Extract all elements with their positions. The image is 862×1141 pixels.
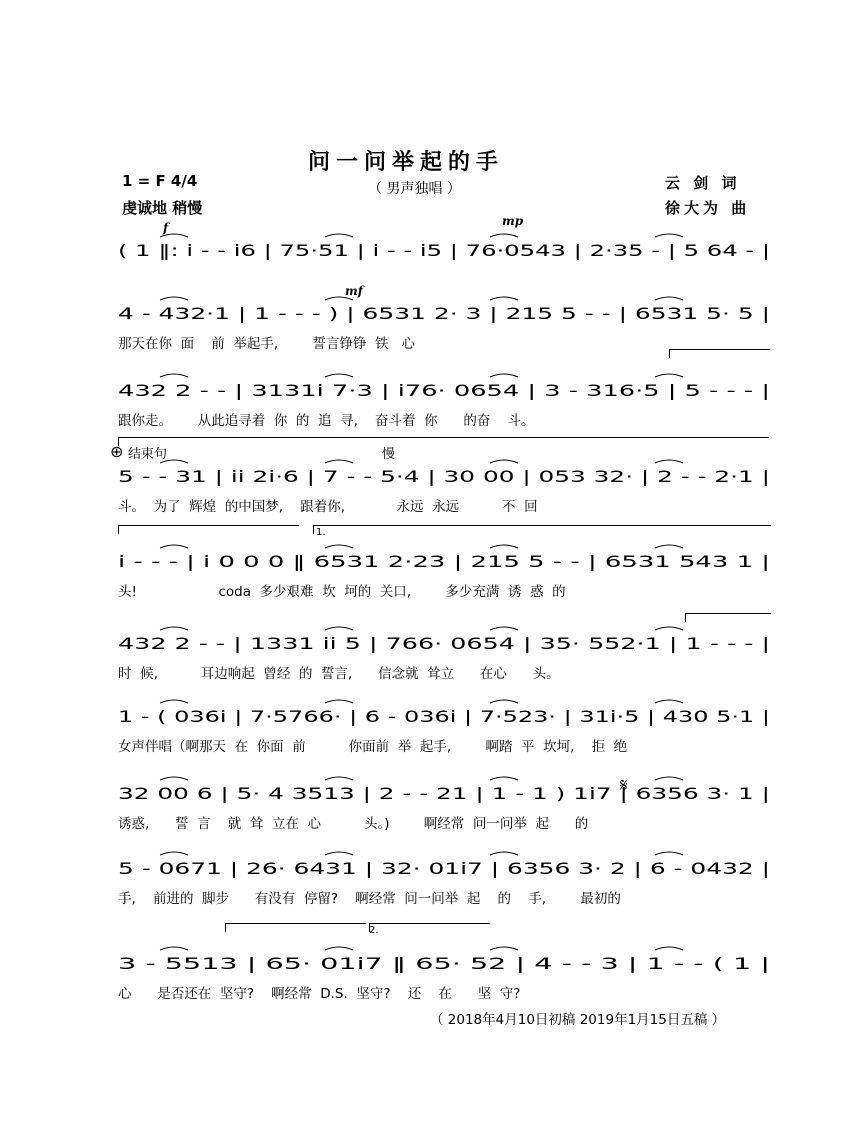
slur-mark [160,700,188,703]
coda-sign-icon: ⊕ [110,442,124,461]
jianpu-notes: 5 - - 31 | ii 2i·6 | 7 - - 5·4 | 30 00 | 053 32· | 2 - - 2·1 | [118,467,770,486]
slur-mark [490,374,518,377]
score-line [0,775,862,855]
slur-mark [160,777,188,780]
revision-dates: （ 2018年4月10日初稿 2019年1月15日五稿 ） [430,1012,726,1028]
slur-mark [325,627,353,630]
volta-bracket [313,525,771,534]
score-line [0,625,862,705]
song-title: 问一问举起的手 [308,149,505,175]
mezzo-forte-mark: mf [345,284,363,298]
notation-row [0,543,862,577]
slur-mark [655,777,683,780]
notation-row [0,458,862,492]
slur-mark [655,947,683,950]
jianpu-notes: i - - - | i 0 0 0 ‖ 6531 2·23 | 215 5 - - | 6531 543 1 | [118,552,770,571]
slur-mark [325,234,353,237]
jianpu-notes: 32 00 6 | 5· 4 3513 | 2 - - 21 | 1 - 1 ) 1i7 | 6356 3· 1 | [118,784,770,803]
slur-mark [325,545,353,548]
lyrics-row: 心 是否还在 坚守? 啊经常 D.S. 坚守? 还 在 坚 守? [118,986,521,1002]
slur-mark [490,777,518,780]
score-line [0,850,862,930]
slur-mark [655,700,683,703]
jianpu-notes: 3 - 5513 | 65· 01i7 ‖ 65· 52 | 4 - - 3 | 1 - - ( 1 | [118,954,770,973]
slur-mark [325,947,353,950]
tempo-expression: 虔诚地 稍慢 [122,199,203,217]
slur-mark [490,460,518,463]
slur-mark [655,627,683,630]
mezzo-piano-mark: mp [502,214,524,228]
notation-row [0,625,862,659]
volta-bracket [369,923,490,932]
slur-mark [325,460,353,463]
volta-bracket [118,437,769,446]
slur-mark [490,947,518,950]
composer-credit: 徐大为 曲 [665,199,751,217]
lyrics-row: 诱惑, 誓 言 就 耸 立在 心 头。) 啊经常 问一问举 起 的 [118,816,589,832]
notation-row [0,372,862,406]
slur-mark [490,852,518,855]
notation-row [0,295,862,329]
slur-mark [490,297,518,300]
slur-mark [160,947,188,950]
slur-mark [655,460,683,463]
jianpu-notes: 5 - 0671 | 26· 6431 | 32· 01i7 | 6356 3· 2 | 6 - 0432 | [118,859,770,878]
slur-mark [325,777,353,780]
slur-mark [655,234,683,237]
score-line [0,698,862,778]
second-ending-label: 2. [369,925,379,936]
lyrics-row: 时 候, 耳边响起 曾经 的 誓言, 信念就 耸立 在心 头。 [118,666,560,682]
volta-bracket [225,923,366,932]
slur-mark [325,374,353,377]
volta-bracket [118,525,299,534]
notation-row [0,775,862,809]
lyrics-row: 跟你走。 从此追寻着 你 的 追 寻, 奋斗着 你 的奋 斗。 [118,413,535,429]
slur-mark [655,852,683,855]
slur-mark [325,700,353,703]
key-signature: 1 = F 4/4 [122,172,198,190]
lyricist-credit: 云 剑 词 [665,174,741,192]
song-subtitle: （ 男声独唱 ） [368,181,461,197]
ending-phrase-label: 结束句 [128,447,168,462]
jianpu-notes: ( 1 ‖: i - - i6 | 75·51 | i - - i5 | 76·0543 | 2·35 - | 5 64 - | [118,241,770,260]
slur-mark [490,627,518,630]
segno-icon: 𝄋 [620,775,628,796]
slur-mark [490,545,518,548]
slur-mark [160,545,188,548]
lyrics-row: 斗。 为了 辉煌 的中国梦, 跟着你, 永远 永远 不 回 [118,499,538,515]
lyrics-row: 手, 前进的 脚步 有没有 停留? 啊经常 问一问举 起 的 手, 最初的 [118,891,621,907]
slur-mark [160,297,188,300]
first-ending-label: 1. [316,527,326,538]
notation-row [0,945,862,979]
forte-mark: f [163,221,169,235]
notation-row [0,850,862,884]
jianpu-notes: 4 - 432·1 | 1 - - - ) | 6531 2· 3 | 215 5 - - | 6531 5· 5 | [118,304,770,323]
lyrics-row: 女声伴唱（啊那天 在 你面 前 你面前 举 起手, 啊踏 平 坎坷, 拒 绝 [118,739,628,755]
jianpu-notes: 1 - ( 036i | 7·5766· | 6 - 036i | 7·523· | 31i·5 | 430 5·1 | [118,707,770,726]
volta-bracket [685,613,771,622]
notation-row [0,232,862,266]
slur-mark [490,700,518,703]
jianpu-notes: 432 2 - - | 1331 ii 5 | 766· 0654 | 35· 552·1 | 1 - - - | [118,634,770,653]
lyrics-row: 头! coda 多少艰难 坎 坷的 关口, 多少充满 诱 惑 的 [118,584,566,600]
slur-mark [490,234,518,237]
slur-mark [655,545,683,548]
slur-mark [160,852,188,855]
notation-row [0,698,862,732]
slow-mark: 慢 [382,447,396,462]
lyrics-row: 那天在你 面 前 举起手, 誓言铮铮 铁 心 [118,336,415,352]
slur-mark [160,627,188,630]
slur-mark [160,374,188,377]
score-line [0,543,862,623]
slur-mark [655,374,683,377]
jianpu-notes: 432 2 - - | 3131i 7·3 | i76· 0654 | 3 - 316·5 | 5 - - - | [118,381,770,400]
slur-mark [325,852,353,855]
volta-bracket [669,349,770,358]
score-line [0,295,862,375]
slur-mark [655,297,683,300]
